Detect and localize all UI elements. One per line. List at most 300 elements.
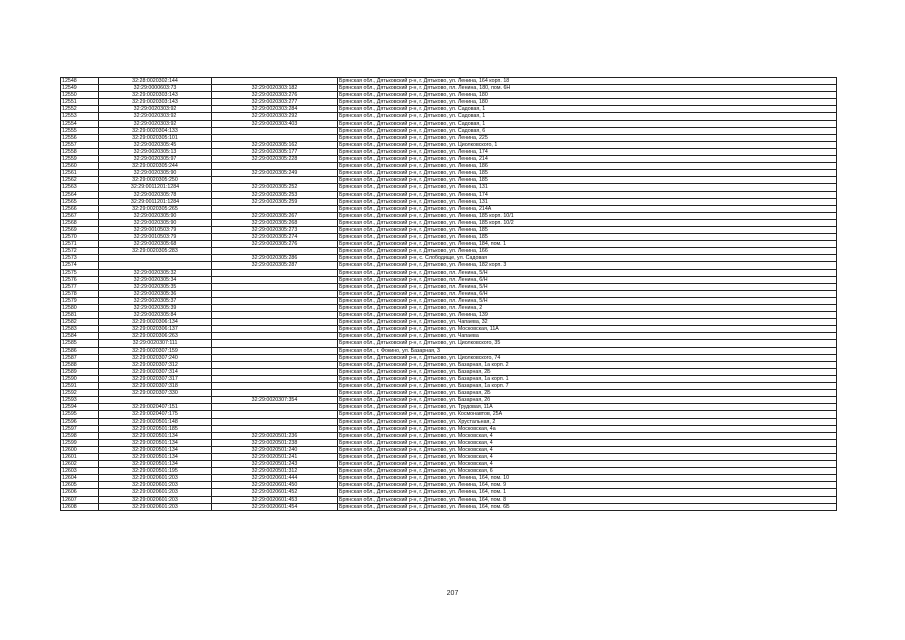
- building-cadastral-cell: 32:29:0020601:444: [212, 475, 338, 482]
- table-row: [61, 290, 837, 297]
- row-number-cell: 12570: [61, 234, 99, 241]
- table-row: [61, 333, 837, 340]
- table-row: [61, 276, 837, 283]
- building-cadastral-cell: [212, 361, 338, 368]
- building-cadastral-cell: [212, 333, 338, 340]
- row-number-cell: 12583: [61, 326, 99, 333]
- land-cadastral-cell: [99, 397, 212, 404]
- row-number-cell: 12574: [61, 262, 99, 269]
- land-cadastral-cell: 32:29:0020303:143: [99, 99, 212, 106]
- address-cell: Брянская обл., Дятьковский р-н, г. Дятьково, ул. Базарная, 2Б: [338, 368, 837, 375]
- address-cell: Брянская обл., Дятьковский р-н, г. Дятьково, ул. Московская, 6: [338, 468, 837, 475]
- row-number-cell: 12562: [61, 177, 99, 184]
- land-cadastral-cell: 32:29:0020303:143: [99, 92, 212, 99]
- building-cadastral-cell: 32:29:0020305:228: [212, 156, 338, 163]
- land-cadastral-cell: 32:29:0020305:45: [99, 141, 212, 148]
- table-row: [61, 361, 837, 368]
- land-cadastral-cell: 32:29:0020305:90: [99, 219, 212, 226]
- table-row: [61, 453, 837, 460]
- table-row: [61, 269, 837, 276]
- land-cadastral-cell: 32:29:0020305:283: [99, 248, 212, 255]
- building-cadastral-cell: [212, 319, 338, 326]
- table-row: [61, 297, 837, 304]
- address-cell: Брянская обл., Дятьковский р-н, г. Дятьково, ул. Ленина, 180: [338, 92, 837, 99]
- table-row: [61, 418, 837, 425]
- row-number-cell: 12597: [61, 425, 99, 432]
- address-cell: Брянская обл., Дятьковский р-н, г. Дятьково, ул. Ленина, 214А: [338, 205, 837, 212]
- row-number-cell: 12603: [61, 468, 99, 475]
- table-row: [61, 170, 837, 177]
- table-row: [61, 205, 837, 212]
- address-cell: Брянская обл., Дятьковский р-н, г. Дятьково, ул. Ленина, 131: [338, 198, 837, 205]
- table-row: [61, 148, 837, 155]
- address-cell: Брянская обл., Дятьковский р-н, г. Дятьково, ул. Ленина, 164 корп. 18: [338, 78, 837, 85]
- land-cadastral-cell: 32:29:0020601:203: [99, 489, 212, 496]
- land-cadastral-cell: 32:29:0011201:1284: [99, 184, 212, 191]
- registry-table: [60, 77, 837, 511]
- land-cadastral-cell: 32:29:0020305:78: [99, 191, 212, 198]
- building-cadastral-cell: 32:29:0020501:238: [212, 439, 338, 446]
- address-cell: Брянская обл., Дятьковский р-н, г. Дятьково, ул. Космонавтов, 25А: [338, 411, 837, 418]
- row-number-cell: 12567: [61, 212, 99, 219]
- row-number-cell: 12552: [61, 106, 99, 113]
- building-cadastral-cell: 32:29:0020501:241: [212, 453, 338, 460]
- building-cadastral-cell: 32:29:0020303:182: [212, 85, 338, 92]
- building-cadastral-cell: [212, 418, 338, 425]
- row-number-cell: 12595: [61, 411, 99, 418]
- row-number-cell: 12559: [61, 156, 99, 163]
- row-number-cell: 12599: [61, 439, 99, 446]
- table-row: [61, 390, 837, 397]
- building-cadastral-cell: 32:29:0020303:276: [212, 92, 338, 99]
- address-cell: Брянская обл., Дятьковский р-н, г. Дятьково, ул. Базарная, 1а корп. 7: [338, 383, 837, 390]
- building-cadastral-cell: 32:29:0020305:177: [212, 148, 338, 155]
- building-cadastral-cell: [212, 354, 338, 361]
- land-cadastral-cell: 32:29:0020501:134: [99, 446, 212, 453]
- table-row: [61, 439, 837, 446]
- row-number-cell: 12556: [61, 134, 99, 141]
- building-cadastral-cell: 32:29:0020305:274: [212, 234, 338, 241]
- land-cadastral-cell: 32:29:0020305:265: [99, 205, 212, 212]
- building-cadastral-cell: [212, 127, 338, 134]
- row-number-cell: 12558: [61, 148, 99, 155]
- row-number-cell: 12561: [61, 170, 99, 177]
- table-row: [61, 432, 837, 439]
- land-cadastral-cell: 32:29:0020307:314: [99, 368, 212, 375]
- address-cell: Брянская обл., Дятьковский р-н, г. Дятьково, ул. Ленина, 174: [338, 191, 837, 198]
- row-number-cell: 12557: [61, 141, 99, 148]
- address-cell: Брянская обл., Дятьковский р-н, г. Дятьково, ул. Ленина, 185 корп. 10/2: [338, 219, 837, 226]
- land-cadastral-cell: 32:29:0020305:34: [99, 276, 212, 283]
- building-cadastral-cell: 32:29:0020601:450: [212, 482, 338, 489]
- table-row: [61, 347, 837, 354]
- building-cadastral-cell: [212, 375, 338, 382]
- building-cadastral-cell: 32:29:0020305:162: [212, 141, 338, 148]
- land-cadastral-cell: 32:29:0020601:203: [99, 475, 212, 482]
- land-cadastral-cell: 32:28:0020302:144: [99, 78, 212, 85]
- land-cadastral-cell: 32:29:0020305:244: [99, 163, 212, 170]
- building-cadastral-cell: [212, 163, 338, 170]
- row-number-cell: 12571: [61, 241, 99, 248]
- address-cell: Брянская обл., Дятьковский р-н, г. Дятьково, ул. Московская, 4: [338, 446, 837, 453]
- address-cell: Брянская обл., Дятьковский р-н, г. Дятьково, ул. Циолковского, 1: [338, 141, 837, 148]
- building-cadastral-cell: 32:29:0020305:287: [212, 262, 338, 269]
- address-cell: Брянская обл., Дятьковский р-н, г. Дятьково, ул. Ленина, 185: [338, 170, 837, 177]
- building-cadastral-cell: 32:29:0020601:452: [212, 489, 338, 496]
- land-cadastral-cell: 32:29:0020501:134: [99, 432, 212, 439]
- table-row: [61, 156, 837, 163]
- table-row: [61, 191, 837, 198]
- address-cell: Брянская обл., Дятьковский р-н, г. Дятьково, ул. Садовая, 1: [338, 113, 837, 120]
- land-cadastral-cell: 32:29:0020501:134: [99, 461, 212, 468]
- address-cell: Брянская обл., Дятьковский р-н, г. Дятьково, ул. Садовая, 1: [338, 106, 837, 113]
- land-cadastral-cell: 32:29:0020501:134: [99, 453, 212, 460]
- building-cadastral-cell: [212, 390, 338, 397]
- table-row: [61, 234, 837, 241]
- row-number-cell: 12598: [61, 432, 99, 439]
- address-cell: Брянская обл., Дятьковский р-н, г. Дятьково, ул. Ленина, 214: [338, 156, 837, 163]
- building-cadastral-cell: [212, 368, 338, 375]
- table-row: [61, 305, 837, 312]
- land-cadastral-cell: 32:29:0020303:92: [99, 113, 212, 120]
- row-number-cell: 12607: [61, 496, 99, 503]
- table-row: [61, 475, 837, 482]
- table-row: [61, 99, 837, 106]
- row-number-cell: 12591: [61, 383, 99, 390]
- table-row: [61, 120, 837, 127]
- land-cadastral-cell: 32:29:0020305:13: [99, 148, 212, 155]
- row-number-cell: 12572: [61, 248, 99, 255]
- table-row: [61, 397, 837, 404]
- address-cell: Брянская обл., Дятьковский р-н, г. Дятьково, ул. Ленина, 180: [338, 99, 837, 106]
- address-cell: Брянская обл., Дятьковский р-н, г. Дятьково, ул. Ленина, 139: [338, 312, 837, 319]
- address-cell: Брянская обл., Дятьковский р-н, г. Дятьково, ул. Трудовая, 11А: [338, 404, 837, 411]
- row-number-cell: 12590: [61, 375, 99, 382]
- table-row: [61, 127, 837, 134]
- land-cadastral-cell: 32:29:0020307:240: [99, 354, 212, 361]
- land-cadastral-cell: 32:29:0020305:250: [99, 177, 212, 184]
- land-cadastral-cell: 32:29:0020307:159: [99, 347, 212, 354]
- address-cell: Брянская обл., Дятьковский р-н, г. Дятьково, ул. Ленина, 185: [338, 226, 837, 233]
- building-cadastral-cell: 32:29:0020501:236: [212, 432, 338, 439]
- address-cell: Брянская обл., Дятьковский р-н, г. Дятьково, пл. Ленина, 2: [338, 305, 837, 312]
- address-cell: Брянская обл., Дятьковский р-н, г. Дятьково, ул. Чапаева: [338, 333, 837, 340]
- land-cadastral-cell: 32:29:0020307:330: [99, 390, 212, 397]
- table-row: [61, 241, 837, 248]
- table-row: [61, 319, 837, 326]
- address-cell: Брянская обл., Дятьковский р-н, г. Дятьково, ул. Циолковского, 74: [338, 354, 837, 361]
- row-number-cell: 12569: [61, 226, 99, 233]
- address-cell: Брянская обл., Дятьковский р-н, г. Дятьково, ул. Ленина, 164, пом. 10: [338, 475, 837, 482]
- land-cadastral-cell: 32:29:0020307:312: [99, 361, 212, 368]
- land-cadastral-cell: 32:29:0020303:92: [99, 106, 212, 113]
- table-row: [61, 404, 837, 411]
- building-cadastral-cell: [212, 78, 338, 85]
- building-cadastral-cell: [212, 205, 338, 212]
- row-number-cell: 12593: [61, 397, 99, 404]
- address-cell: Брянская обл., Дятьковский р-н, г. Дятьково, ул. Ленина, 185: [338, 177, 837, 184]
- building-cadastral-cell: [212, 305, 338, 312]
- land-cadastral-cell: 32:29:0020601:203: [99, 496, 212, 503]
- row-number-cell: 12605: [61, 482, 99, 489]
- table-row: [61, 141, 837, 148]
- address-cell: Брянская обл., Дятьковский р-н, г. Дятьково, пл. Ленина, 180, пом. 6Н: [338, 85, 837, 92]
- land-cadastral-cell: 32:29:0020307:317: [99, 375, 212, 382]
- row-number-cell: 12577: [61, 283, 99, 290]
- address-cell: Брянская обл., Дятьковский р-н, г. Дятьково, пл. Ленина, 5/Н: [338, 269, 837, 276]
- building-cadastral-cell: 32:29:0020305:259: [212, 198, 338, 205]
- table-row: [61, 184, 837, 191]
- table-row: [61, 198, 837, 205]
- address-cell: Брянская обл., Дятьковский р-н, г. Дятьково, ул. Садовая, 1: [338, 120, 837, 127]
- address-cell: Брянская обл., Дятьковский р-н, г. Дятьково, ул. Ленина, 131: [338, 184, 837, 191]
- row-number-cell: 12549: [61, 85, 99, 92]
- row-number-cell: 12588: [61, 361, 99, 368]
- building-cadastral-cell: [212, 283, 338, 290]
- table-row: [61, 92, 837, 99]
- building-cadastral-cell: 32:29:0020501:243: [212, 461, 338, 468]
- building-cadastral-cell: [212, 326, 338, 333]
- row-number-cell: 12551: [61, 99, 99, 106]
- address-cell: Брянская обл., Дятьковский р-н, г. Дятьково, ул. Ленина, 182 корп. 3: [338, 262, 837, 269]
- table-row: [61, 163, 837, 170]
- table-row: [61, 78, 837, 85]
- table-row: [61, 489, 837, 496]
- address-cell: Брянская обл., Дятьковский р-н, г. Дятьково, ул. Ленина, 185 корп. 10/1: [338, 212, 837, 219]
- table-row: [61, 326, 837, 333]
- table-row: [61, 226, 837, 233]
- building-cadastral-cell: 32:29:0020305:276: [212, 241, 338, 248]
- land-cadastral-cell: 32:29:0020305:90: [99, 212, 212, 219]
- row-number-cell: 12566: [61, 205, 99, 212]
- row-number-cell: 12606: [61, 489, 99, 496]
- building-cadastral-cell: [212, 347, 338, 354]
- table-row: [61, 468, 837, 475]
- row-number-cell: 12548: [61, 78, 99, 85]
- row-number-cell: 12602: [61, 461, 99, 468]
- table-row: [61, 212, 837, 219]
- land-cadastral-cell: 32:29:0020306:137: [99, 326, 212, 333]
- address-cell: Брянская обл., Дятьковский р-н, г. Дятьково, ул. Московская, 4: [338, 439, 837, 446]
- land-cadastral-cell: 32:29:0020305:39: [99, 305, 212, 312]
- table-row: [61, 219, 837, 226]
- building-cadastral-cell: [212, 404, 338, 411]
- address-cell: Брянская обл., Дятьковский р-н, г. Дятьково, ул. Базарная, 2б: [338, 397, 837, 404]
- building-cadastral-cell: 32:29:0020501:240: [212, 446, 338, 453]
- land-cadastral-cell: 32:29:0010503:79: [99, 226, 212, 233]
- row-number-cell: 12576: [61, 276, 99, 283]
- address-cell: Брянская обл., Дятьковский р-н, г. Дятьково, пл. Ленина, 5/Н: [338, 283, 837, 290]
- building-cadastral-cell: 32:29:0020305:252: [212, 184, 338, 191]
- land-cadastral-cell: 32:29:0020407:151: [99, 404, 212, 411]
- registry-table-body: [61, 78, 837, 511]
- building-cadastral-cell: 32:29:0020501:312: [212, 468, 338, 475]
- table-row: [61, 177, 837, 184]
- row-number-cell: 12585: [61, 340, 99, 347]
- address-cell: Брянская обл., Дятьковский р-н, г. Дятьково, ул. Ленина, 166: [338, 248, 837, 255]
- land-cadastral-cell: [99, 255, 212, 262]
- table-row: [61, 368, 837, 375]
- table-row: [61, 312, 837, 319]
- table-row: [61, 461, 837, 468]
- land-cadastral-cell: 32:29:0000603:73: [99, 85, 212, 92]
- table-row: [61, 113, 837, 120]
- row-number-cell: 12550: [61, 92, 99, 99]
- address-cell: Брянская обл., Дятьковский р-н, г. Дятьково, ул. Чапаева, 32: [338, 319, 837, 326]
- land-cadastral-cell: 32:29:0020407:175: [99, 411, 212, 418]
- address-cell: Брянская обл., Дятьковский р-н, г. Дятьково, ул. Московская, 4: [338, 453, 837, 460]
- building-cadastral-cell: [212, 383, 338, 390]
- building-cadastral-cell: [212, 276, 338, 283]
- table-row: [61, 354, 837, 361]
- building-cadastral-cell: [212, 248, 338, 255]
- address-cell: Брянская обл., Дятьковский р-н, г. Дятьково, ул. Базарная, 1а корп. 2: [338, 361, 837, 368]
- table-row: [61, 383, 837, 390]
- page-number: 207: [446, 590, 459, 597]
- address-cell: Брянская обл., Дятьковский р-н, г. Дятьково, ул. Ленина, 174: [338, 148, 837, 155]
- row-number-cell: 12565: [61, 198, 99, 205]
- table-row: [61, 482, 837, 489]
- row-number-cell: 12563: [61, 184, 99, 191]
- land-cadastral-cell: 32:29:0020307:111: [99, 340, 212, 347]
- land-cadastral-cell: 32:29:0020306:263: [99, 333, 212, 340]
- land-cadastral-cell: 32:29:0020501:185: [99, 425, 212, 432]
- address-cell: Брянская обл., Дятьковский р-н, г. Дятьково, ул. Ленина, 225: [338, 134, 837, 141]
- row-number-cell: 12596: [61, 418, 99, 425]
- land-cadastral-cell: 32:29:0020306:134: [99, 319, 212, 326]
- building-cadastral-cell: 32:29:0020303:292: [212, 113, 338, 120]
- land-cadastral-cell: 32:29:0020304:133: [99, 127, 212, 134]
- address-cell: Брянская обл., Дятьковский р-н, г. Дятьково, ул. Московская, 11А: [338, 326, 837, 333]
- building-cadastral-cell: 32:29:0020305:286: [212, 255, 338, 262]
- land-cadastral-cell: 32:29:0020501:134: [99, 439, 212, 446]
- land-cadastral-cell: 32:29:0020305:36: [99, 290, 212, 297]
- row-number-cell: 12555: [61, 127, 99, 134]
- row-number-cell: 12578: [61, 290, 99, 297]
- table-row: [61, 106, 837, 113]
- table-row: [61, 446, 837, 453]
- row-number-cell: 12587: [61, 354, 99, 361]
- row-number-cell: 12564: [61, 191, 99, 198]
- address-cell: Брянская обл., Дятьковский р-н, г. Дятьково, пл. Ленина, 6/Н: [338, 290, 837, 297]
- row-number-cell: 12592: [61, 390, 99, 397]
- land-cadastral-cell: 32:29:0020601:203: [99, 503, 212, 510]
- row-number-cell: 12553: [61, 113, 99, 120]
- table-row: [61, 411, 837, 418]
- address-cell: Брянская обл., Дятьковский р-н, г. Дятьково, ул. Базарная, 2Б: [338, 390, 837, 397]
- row-number-cell: 12589: [61, 368, 99, 375]
- address-cell: Брянская обл., Дятьковский р-н, г. Дятьково, пл. Ленина, 5/Н: [338, 297, 837, 304]
- land-cadastral-cell: 32:29:0020305:32: [99, 269, 212, 276]
- building-cadastral-cell: 32:29:0020305:268: [212, 219, 338, 226]
- building-cadastral-cell: 32:29:0020305:273: [212, 226, 338, 233]
- row-number-cell: 12554: [61, 120, 99, 127]
- building-cadastral-cell: [212, 177, 338, 184]
- row-number-cell: 12586: [61, 347, 99, 354]
- row-number-cell: 12582: [61, 319, 99, 326]
- row-number-cell: 12608: [61, 503, 99, 510]
- row-number-cell: 12579: [61, 297, 99, 304]
- table-row: [61, 375, 837, 382]
- land-cadastral-cell: 32:29:0020305:84: [99, 312, 212, 319]
- table-row: [61, 340, 837, 347]
- building-cadastral-cell: [212, 290, 338, 297]
- building-cadastral-cell: 32:29:0020303:403: [212, 120, 338, 127]
- land-cadastral-cell: 32:29:0020305:68: [99, 241, 212, 248]
- land-cadastral-cell: 32:29:0011201:1284: [99, 198, 212, 205]
- building-cadastral-cell: 32:29:0020305:253: [212, 191, 338, 198]
- land-cadastral-cell: 32:29:0020305:35: [99, 283, 212, 290]
- building-cadastral-cell: [212, 312, 338, 319]
- address-cell: Брянская обл., Дятьковский р-н, г. Дятьково, ул. Циолковского, 35: [338, 340, 837, 347]
- table-row: [61, 425, 837, 432]
- table-row: [61, 283, 837, 290]
- table-row: [61, 262, 837, 269]
- row-number-cell: 12580: [61, 305, 99, 312]
- land-cadastral-cell: 32:29:0020501:148: [99, 418, 212, 425]
- address-cell: Брянская обл., г. Фокино, ул. Базарная, 3: [338, 347, 837, 354]
- row-number-cell: 12601: [61, 453, 99, 460]
- land-cadastral-cell: 32:29:0020305:97: [99, 156, 212, 163]
- building-cadastral-cell: 32:29:0020305:267: [212, 212, 338, 219]
- address-cell: Брянская обл., Дятьковский р-н, г. Дятьково, ул. Ленина, 185: [338, 234, 837, 241]
- row-number-cell: 12568: [61, 219, 99, 226]
- building-cadastral-cell: [212, 411, 338, 418]
- land-cadastral-cell: 32:29:0020501:195: [99, 468, 212, 475]
- address-cell: Брянская обл., Дятьковский р-н, г. Дятьково, ул. Московская, 4: [338, 461, 837, 468]
- address-cell: Брянская обл., Дятьковский р-н, г. Дятьково, ул. Хрустальная, 2: [338, 418, 837, 425]
- address-cell: Брянская обл., Дятьковский р-н, г. Дятьково, ул. Ленина, 184, пом. 1: [338, 241, 837, 248]
- table-row: [61, 503, 837, 510]
- row-number-cell: 12581: [61, 312, 99, 319]
- land-cadastral-cell: 32:29:0010503:79: [99, 234, 212, 241]
- table-row: [61, 248, 837, 255]
- address-cell: Брянская обл., Дятьковский р-н, с. Слободище, ул. Садовая: [338, 255, 837, 262]
- land-cadastral-cell: 32:29:0020303:92: [99, 120, 212, 127]
- table-row: [61, 85, 837, 92]
- building-cadastral-cell: [212, 425, 338, 432]
- land-cadastral-cell: 32:29:0020305:101: [99, 134, 212, 141]
- land-cadastral-cell: 32:29:0020305:90: [99, 170, 212, 177]
- land-cadastral-cell: 32:29:0020601:203: [99, 482, 212, 489]
- building-cadastral-cell: [212, 134, 338, 141]
- address-cell: Брянская обл., Дятьковский р-н, г. Дятьково, ул. Ленина, 164, пом. 8: [338, 496, 837, 503]
- building-cadastral-cell: 32:29:0020601:454: [212, 503, 338, 510]
- address-cell: Брянская обл., Дятьковский р-н, г. Дятьково, ул. Ленина, 164, пом. 1: [338, 489, 837, 496]
- address-cell: Брянская обл., Дятьковский р-н, г. Дятьково, ул. Московская, 4а: [338, 425, 837, 432]
- table-row: [61, 496, 837, 503]
- address-cell: Брянская обл., Дятьковский р-н, г. Дятьково, ул. Ленина, 186: [338, 163, 837, 170]
- row-number-cell: 12594: [61, 404, 99, 411]
- building-cadastral-cell: 32:29:0020601:453: [212, 496, 338, 503]
- building-cadastral-cell: [212, 340, 338, 347]
- building-cadastral-cell: [212, 297, 338, 304]
- row-number-cell: 12600: [61, 446, 99, 453]
- address-cell: Брянская обл., Дятьковский р-н, г. Дятьково, ул. Базарная, 1а корп. 1: [338, 375, 837, 382]
- building-cadastral-cell: 32:29:0020303:277: [212, 99, 338, 106]
- row-number-cell: 12575: [61, 269, 99, 276]
- address-cell: Брянская обл., Дятьковский р-н, г. Дятьково, ул. Садовая, 6: [338, 127, 837, 134]
- land-cadastral-cell: 32:29:0020305:37: [99, 297, 212, 304]
- building-cadastral-cell: 32:29:0020303:284: [212, 106, 338, 113]
- row-number-cell: 12604: [61, 475, 99, 482]
- table-row: [61, 255, 837, 262]
- building-cadastral-cell: 32:29:0020307:354: [212, 397, 338, 404]
- address-cell: Брянская обл., Дятьковский р-н, г. Дятьково, ул. Ленина, 164, пом. 9: [338, 482, 837, 489]
- land-cadastral-cell: [99, 262, 212, 269]
- address-cell: Брянская обл., Дятьковский р-н, г. Дятьково, ул. Московская, 4: [338, 432, 837, 439]
- building-cadastral-cell: [212, 269, 338, 276]
